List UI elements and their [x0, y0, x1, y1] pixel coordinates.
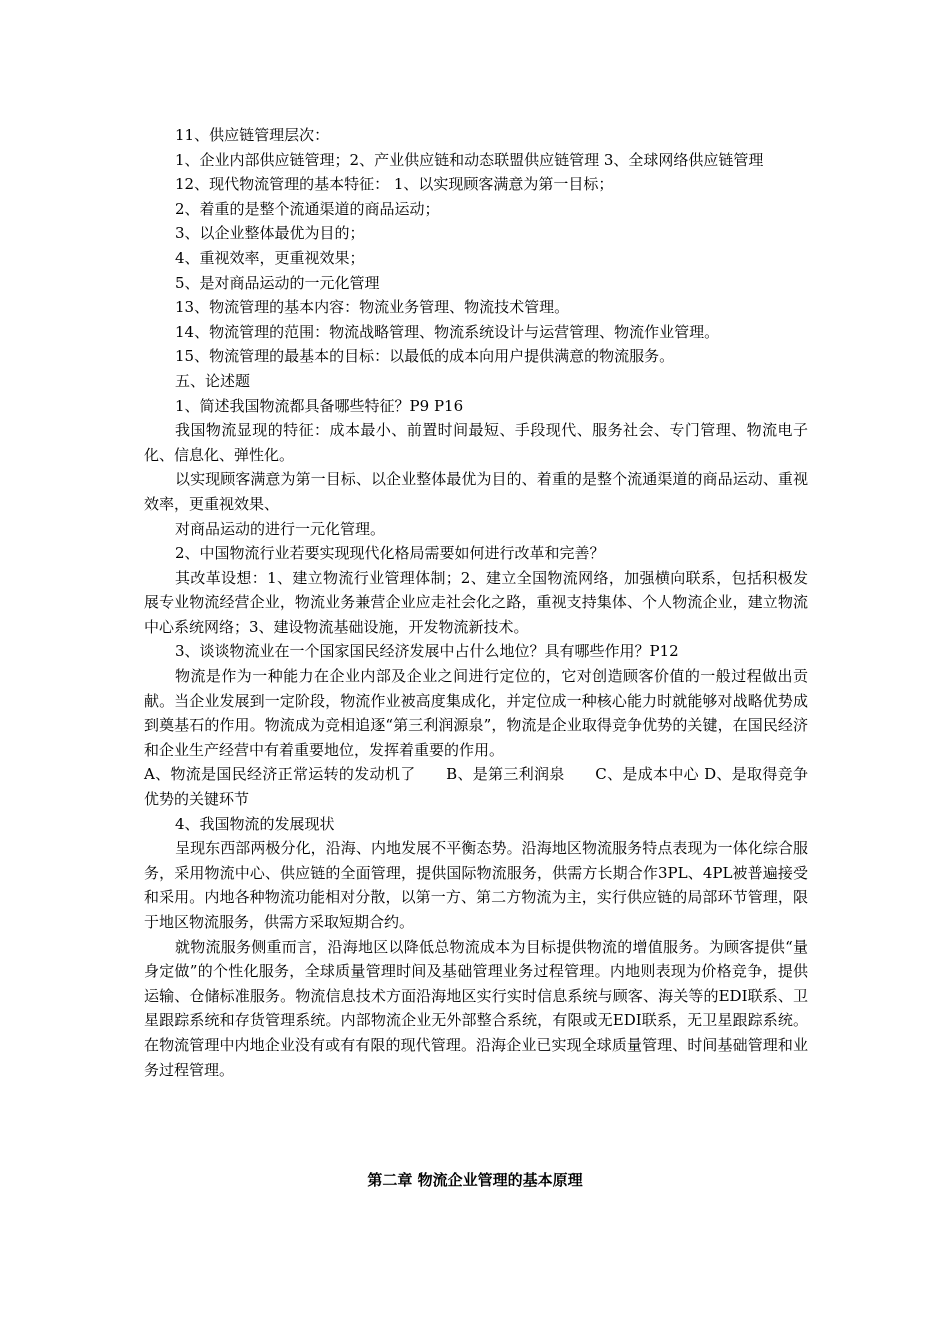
paragraph: 11、供应链管理层次：	[175, 126, 330, 144]
paragraph: 4、重视效率，更重视效果；	[175, 248, 365, 267]
paragraph: 5、是对商品运动的一元化管理	[175, 273, 380, 292]
paragraph: A、物流是国民经济正常运转的发动机了 B、是第三利润泉 C、是成本中心 D、是取得竞争优势的关键环节	[144, 765, 808, 809]
question: 3、谈谈物流业在一个国家国民经济发展中占什么地位？具有哪些作用？P12	[175, 642, 679, 661]
question: 2、中国物流行业若要实现现代化格局需要如何进行改革和完善？	[175, 544, 605, 563]
paragraph: 14、物流管理的范围：物流战略管理、物流系统设计与运营管理、物流作业管理。	[175, 322, 720, 341]
paragraph: 1、企业内部供应链管理；2、产业供应链和动态联盟供应链管理 3、全球网络供应链管理	[175, 150, 764, 169]
paragraph: 对商品运动的进行一元化管理。	[175, 519, 386, 538]
document-body	[144, 123, 808, 1082]
chapter-title: 第二章 物流企业管理的基本原理	[367, 1171, 583, 1189]
paragraph: 其改革设想：1、建立物流行业管理体制；2、建立全国物流网络，加强横向联系，包括积极发展专业物流经营企业，物流业务兼营企业应走社会化之路，重视支持集体、个人物流企业，建立物流中心系统网络；3、建设物流基础设施，开发物流新技术。	[144, 568, 808, 636]
question: 1、简述我国物流都具备哪些特征？P9 P16	[175, 396, 464, 415]
section-heading: 五、论述题	[175, 371, 251, 390]
question: 4、我国物流的发展现状	[175, 814, 335, 833]
paragraph: 3、以企业整体最优为目的；	[175, 224, 365, 243]
paragraph: 以实现顾客满意为第一目标、以企业整体最优为目的、着重的是整个流通渠道的商品运动、重视效率，更重视效果、	[144, 470, 808, 513]
paragraph: 就物流服务侧重而言，沿海地区以降低总物流成本为目标提供物流的增值服务。为顾客提供“量身定做”的个性化服务，全球质量管理时间及基础管理业务过程管理。内地则表现为价格竞争，提供运输、仓储标准服务。物流信息技术方面沿海地区实行实时信息系统与顾客、海关等的EDI联系、卫星跟踪系统和存货管理系统。内部物流企业无外部整合系统，有限或无EDI联系，无卫星跟踪系统。在物流管理中内地企业没有或有有限的现代管理。沿海企业已实现全球质量管理、时间基础管理和业务过程管理。	[144, 937, 808, 1079]
paragraph: 物流是作为一种能力在企业内部及企业之间进行定位的，它对创造顾客价值的一般过程做出贡献。当企业发展到一定阶段，物流作业被高度集成化，并定位成一种核心能力时就能够对战略优势成到奠基石的作用。物流成为竞相追逐“第三利润源泉”，物流是企业取得竞争优势的关键，在国民经济和企业生产经营中有着重要地位，发挥着重要的作用。	[144, 667, 808, 759]
paragraph: 15、物流管理的最基本的目标：以最低的成本向用户提供满意的物流服务。	[175, 347, 675, 366]
paragraph: 2、着重的是整个流通渠道的商品运动；	[175, 199, 440, 218]
paragraph: 我国物流显现的特征：成本最小、前置时间最短、手段现代、服务社会、专门管理、物流电子化、信息化、弹性化。	[144, 421, 808, 464]
paragraph: 12、现代物流管理的基本特征： 1、以实现顾客满意为第一目标；	[175, 175, 614, 194]
paragraph: 呈现东西部两极分化，沿海、内地发展不平衡态势。沿海地区物流服务特点表现为一体化综合服务，采用物流中心、供应链的全面管理，提供国际物流服务，供需方长期合作3PL、4PL被普遍接受和采用。内地各种物流功能相对分散，以第一方、第二方物流为主，实行供应链的局部环节管理，限于地区物流服务，供需方采取短期合约。	[144, 839, 808, 931]
paragraph: 13、物流管理的基本内容：物流业务管理、物流技术管理。	[175, 298, 570, 317]
